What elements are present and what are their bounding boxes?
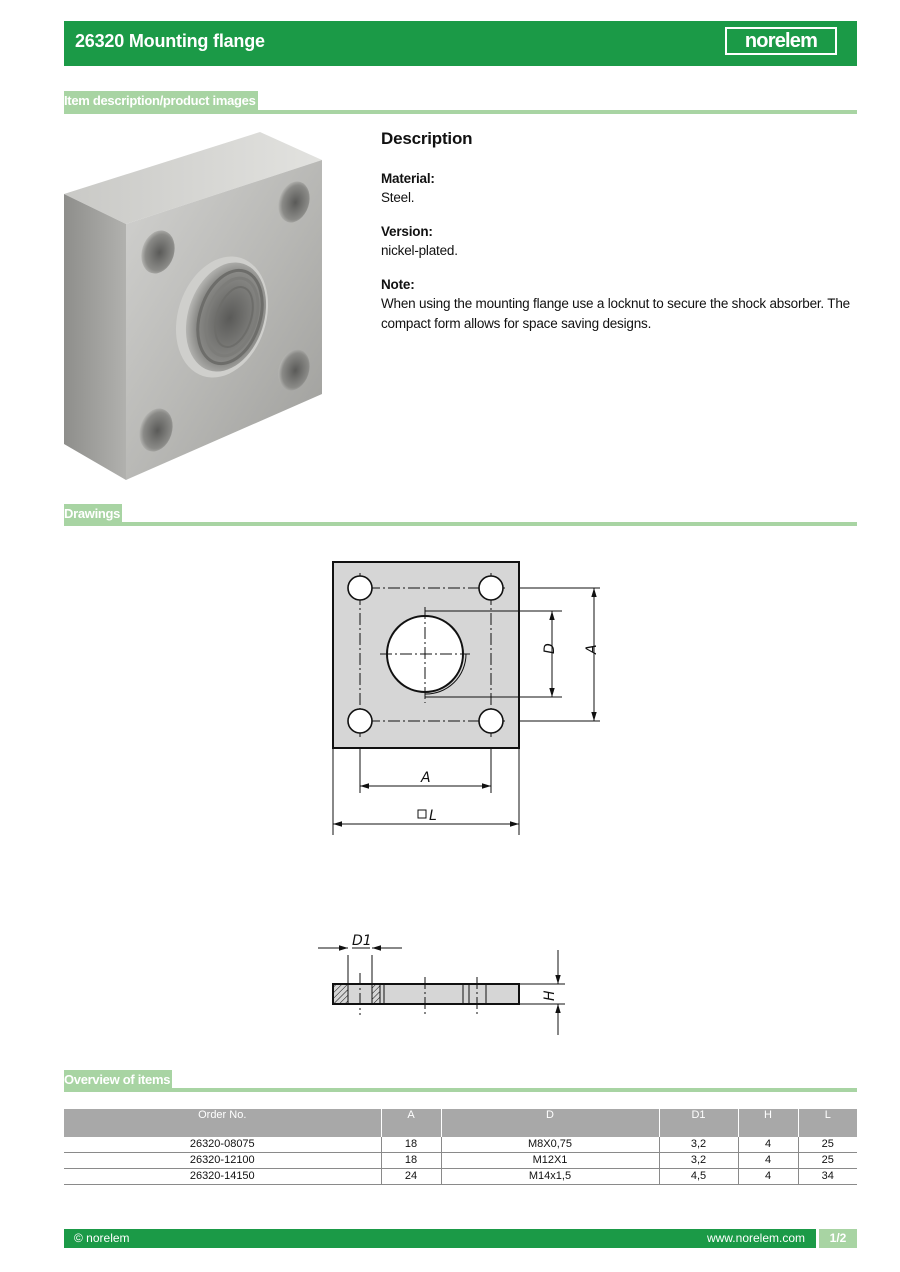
description-heading: Description (381, 129, 473, 148)
table-cell: 34 (798, 1169, 857, 1185)
section-heading-drawings: Drawings (64, 506, 121, 521)
norelem-logo: norelem (725, 27, 837, 55)
drawing-side-view (318, 948, 565, 1035)
technical-drawing (300, 545, 620, 1045)
table-cell: 4 (738, 1137, 798, 1153)
table-cell: 26320-12100 (64, 1153, 381, 1169)
table-cell: M8X0,75 (441, 1137, 659, 1153)
version-value: nickel-plated. (381, 243, 458, 258)
column-header: Order No. (64, 1109, 381, 1137)
table-row (64, 1137, 857, 1153)
section-divider (64, 1088, 857, 1092)
table-cell: 26320-14150 (64, 1169, 381, 1185)
section-heading-overview: Overview of items (64, 1072, 171, 1087)
dim-label-d1: D1 (352, 933, 372, 949)
table-cell: M14x1,5 (441, 1169, 659, 1185)
table-cell: 18 (381, 1153, 441, 1169)
column-header: D (441, 1109, 659, 1137)
material-label: Material: (381, 171, 435, 186)
website-link[interactable]: www.norelem.com (706, 1231, 805, 1245)
items-table (64, 1109, 857, 1185)
table-cell: 18 (381, 1137, 441, 1153)
table-cell: 3,2 (659, 1137, 738, 1153)
product-image (64, 132, 324, 482)
note-value: When using the mounting flange use a locknut to secure the shock absorber. The compact form allows for space saving designs. (381, 296, 850, 331)
table-header-row (64, 1109, 857, 1137)
drawing-top-view (333, 562, 600, 835)
page-footer (64, 1229, 857, 1248)
table-cell: 25 (798, 1153, 857, 1169)
table-cell: 4,5 (659, 1169, 738, 1185)
material-value: Steel. (381, 190, 415, 205)
table-cell: 25 (798, 1137, 857, 1153)
table-cell: 26320-08075 (64, 1137, 381, 1153)
section-divider (64, 522, 857, 526)
dim-label-h: H (542, 990, 558, 1001)
section-divider (64, 110, 857, 114)
copyright-text: © norelem (74, 1231, 130, 1245)
table-cell: M12X1 (441, 1153, 659, 1169)
note-label: Note: (381, 277, 415, 292)
page-number: 1/2 (816, 1229, 857, 1248)
column-header: H (738, 1109, 798, 1137)
dim-label-l: L (429, 808, 437, 824)
section-heading-item-description: Item description/product images (64, 93, 256, 108)
column-header: L (798, 1109, 857, 1137)
table-cell: 3,2 (659, 1153, 738, 1169)
table-row (64, 1169, 857, 1185)
column-header: A (381, 1109, 441, 1137)
page-header (64, 21, 857, 66)
table-row (64, 1153, 857, 1169)
table-cell: 24 (381, 1169, 441, 1185)
table-cell: 4 (738, 1169, 798, 1185)
column-header: D1 (659, 1109, 738, 1137)
dim-label-a-horizontal: A (421, 770, 431, 786)
page-title: 26320 Mounting flange (75, 31, 265, 51)
table-cell: 4 (738, 1153, 798, 1169)
version-label: Version: (381, 224, 433, 239)
dim-label-a-vertical: A (584, 644, 600, 654)
dim-label-d: D (542, 643, 558, 654)
